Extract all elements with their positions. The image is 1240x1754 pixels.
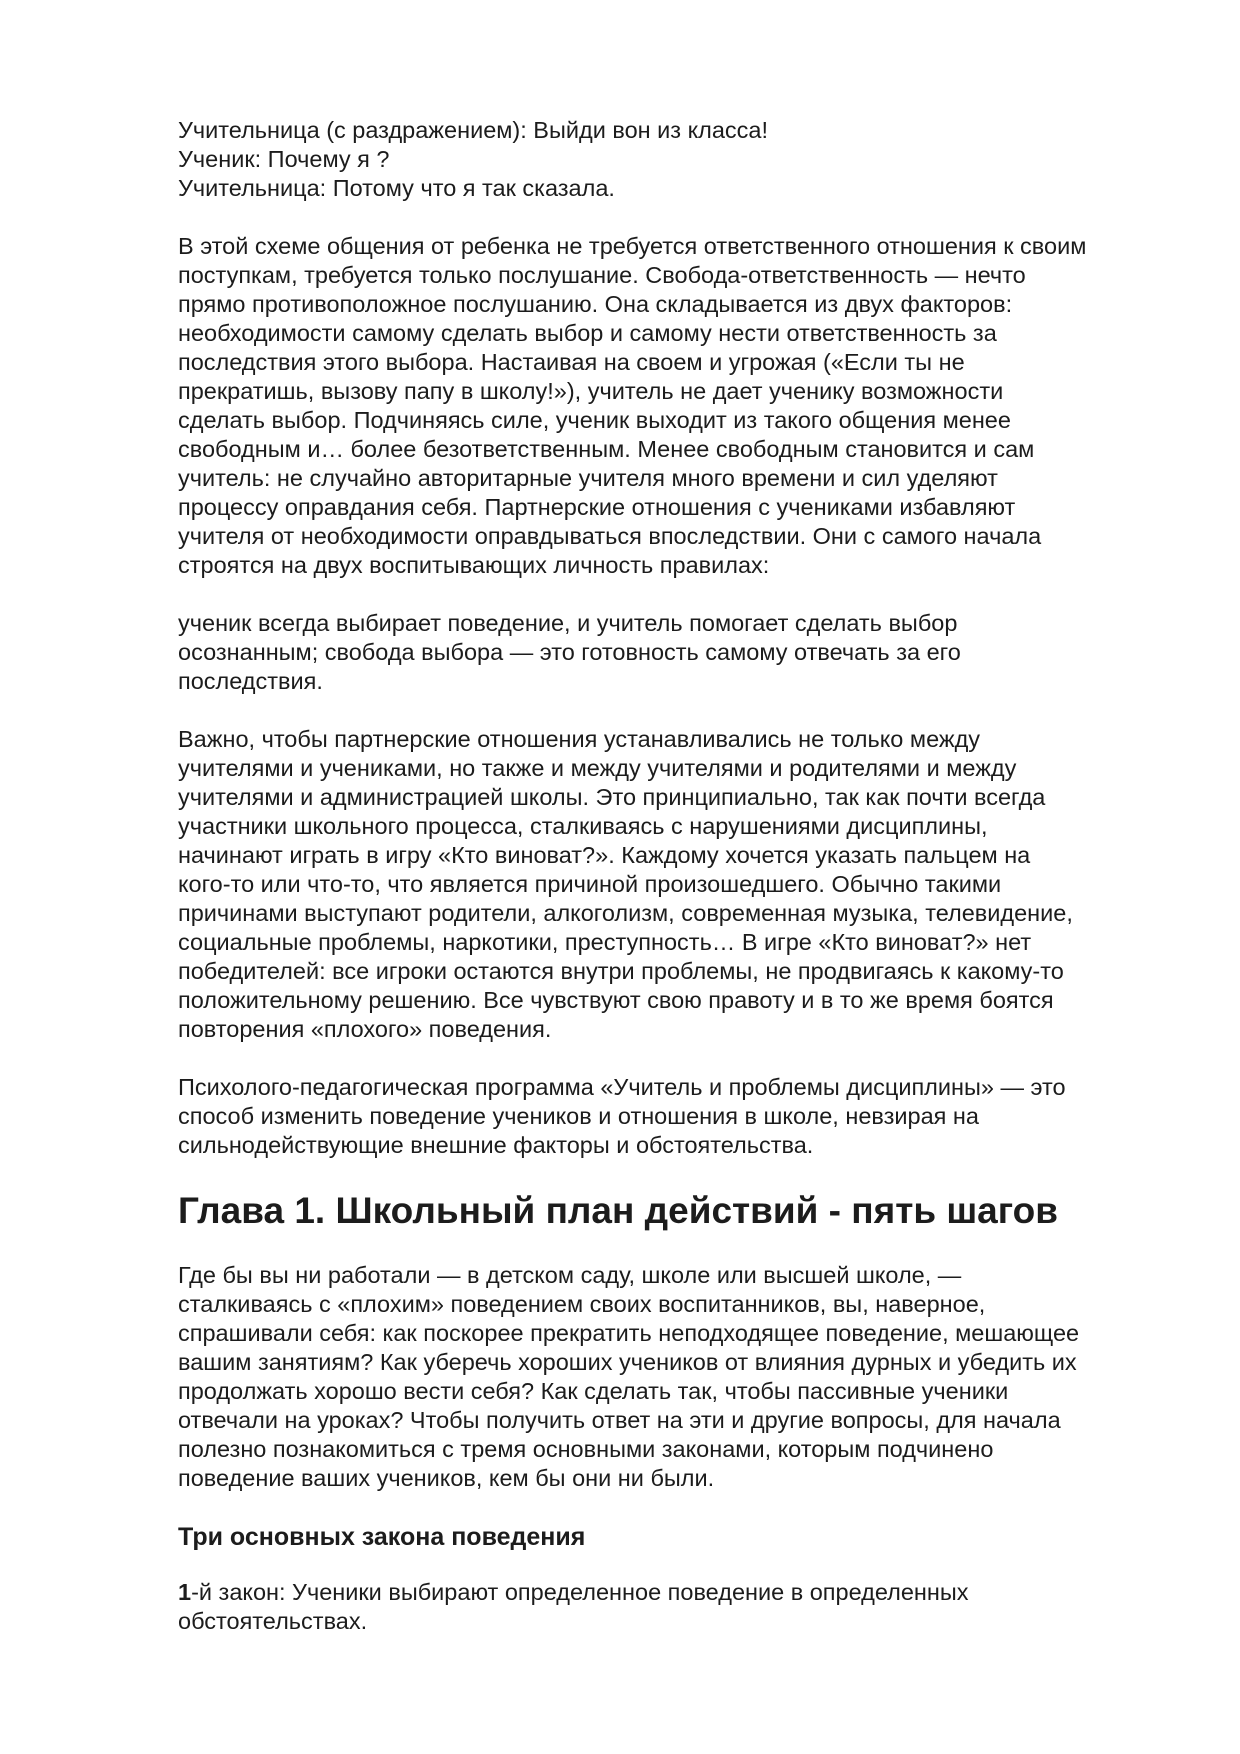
text-line: необходимости самому сделать выбор и самому нести ответственность за [178,320,997,346]
text-line: учителями и учениками, но также и между учителями и родителями и между [178,755,1017,781]
text-line: свободным и… более безответственным. Менее свободным становится и сам [178,436,1035,462]
text-line: сделать выбор. Подчиняясь силе, ученик выходит из такого общения менее [178,407,1011,433]
paragraph-program [178,1073,1168,1160]
paragraph-partnership [178,725,1168,1044]
text-line: строятся на двух воспитывающих личность правилах: [178,552,770,578]
text-line: учителя от необходимости оправдываться впоследствии. Они с самого начала [178,523,1042,549]
text-line: прекратишь, вызову папу в школу!»), учитель не дает ученику возможности [178,378,1004,404]
text-line: последствия этого выбора. Настаивая на своем и угрожая («Если ты не [178,349,965,375]
law-line-continued: обстоятельствах. [178,1608,368,1634]
law-line [178,1578,1168,1607]
section-heading: Три основных закона поведения [178,1523,586,1551]
text-line: вашим занятиям? Как уберечь хороших учеников от влияния дурных и убедить их [178,1349,1077,1375]
text-line: В этой схеме общения от ребенка не требуется ответственного отношения к своим [178,233,1087,259]
text-line: кого-то или что-то, что является причиной произошедшего. Обычно такими [178,871,1002,897]
text-line: социальные проблемы, наркотики, преступность… В игре «Кто виноват?» нет [178,929,1032,955]
text-line: сталкиваясь с «плохим» поведением своих воспитанников, вы, наверное, [178,1291,986,1317]
text-line: учитель: не случайно авторитарные учителя много времени и сил уделяют [178,465,998,491]
text-line: ученик всегда выбирает поведение, и учитель помогает сделать выбор [178,610,958,636]
paragraph-freedom-responsibility [178,232,1168,580]
dialogue-line: Учительница: Потому что я так сказала. [178,175,615,201]
document-page [178,116,1168,1665]
law-text: -й закон: Ученики выбирают определенное поведение в определенных [191,1579,969,1605]
text-line: Психолого-педагогическая программа «Учитель и проблемы дисциплины» — это [178,1074,1066,1100]
text-line: положительному решению. Все чувствуют свою правоту и в то же время боятся [178,987,1054,1013]
text-line: сильнодействующие внешние факторы и обстоятельства. [178,1132,814,1158]
dialogue-line: Ученик: Почему я ? [178,146,390,172]
text-line: способ изменить поведение учеников и отношения в школе, невзирая на [178,1103,979,1129]
text-line: отвечали на уроках? Чтобы получить ответ на эти и другие вопросы, для начала [178,1407,1061,1433]
text-line: процессу оправдания себя. Партнерские отношения с учениками избавляют [178,494,1016,520]
text-line: победителей: все игроки остаются внутри проблемы, не продвигаясь к какому-то [178,958,1064,984]
text-line: начинают играть в игру «Кто виноват?». Каждому хочется указать пальцем на [178,842,1031,868]
text-line: поведение ваших учеников, кем бы они ни были. [178,1465,715,1491]
paragraph-rules [178,609,1168,696]
text-line: учителями и администрацией школы. Это принципиально, так как почти всегда [178,784,1046,810]
text-line: осознанным; свобода выбора — это готовность самому отвечать за его [178,639,961,665]
text-line: причинами выступают родители, алкоголизм, современная музыка, телевидение, [178,900,1073,926]
text-line: повторения «плохого» поведения. [178,1016,552,1042]
text-line: продолжать хорошо вести себя? Как сделать так, чтобы пассивные ученики [178,1378,1009,1404]
text-line: полезно познакомиться с тремя основными законами, которым подчинено [178,1436,994,1462]
dialogue-block [178,116,1168,203]
text-line: последствия. [178,668,323,694]
law-first [178,1578,1168,1636]
text-line: прямо противоположное послушанию. Она складывается из двух факторов: [178,291,1013,317]
text-line: спрашивали себя: как поскорее прекратить неподходящее поведение, мешающее [178,1320,1080,1346]
text-line: Важно, чтобы партнерские отношения устанавливались не только между [178,726,981,752]
text-line: Где бы вы ни работали — в детском саду, школе или высшей школе, — [178,1262,962,1288]
chapter-heading: Глава 1. Школьный план действий - пять шагов [178,1190,1059,1231]
text-line: участники школьного процесса, сталкиваясь с нарушениями дисциплины, [178,813,988,839]
law-number: 1 [178,1579,192,1605]
paragraph-chapter-intro [178,1261,1168,1493]
dialogue-line: Учительница (с раздражением): Выйди вон из класса! [178,117,769,143]
text-line: поступкам, требуется только послушание. Свобода-ответственность — нечто [178,262,1026,288]
